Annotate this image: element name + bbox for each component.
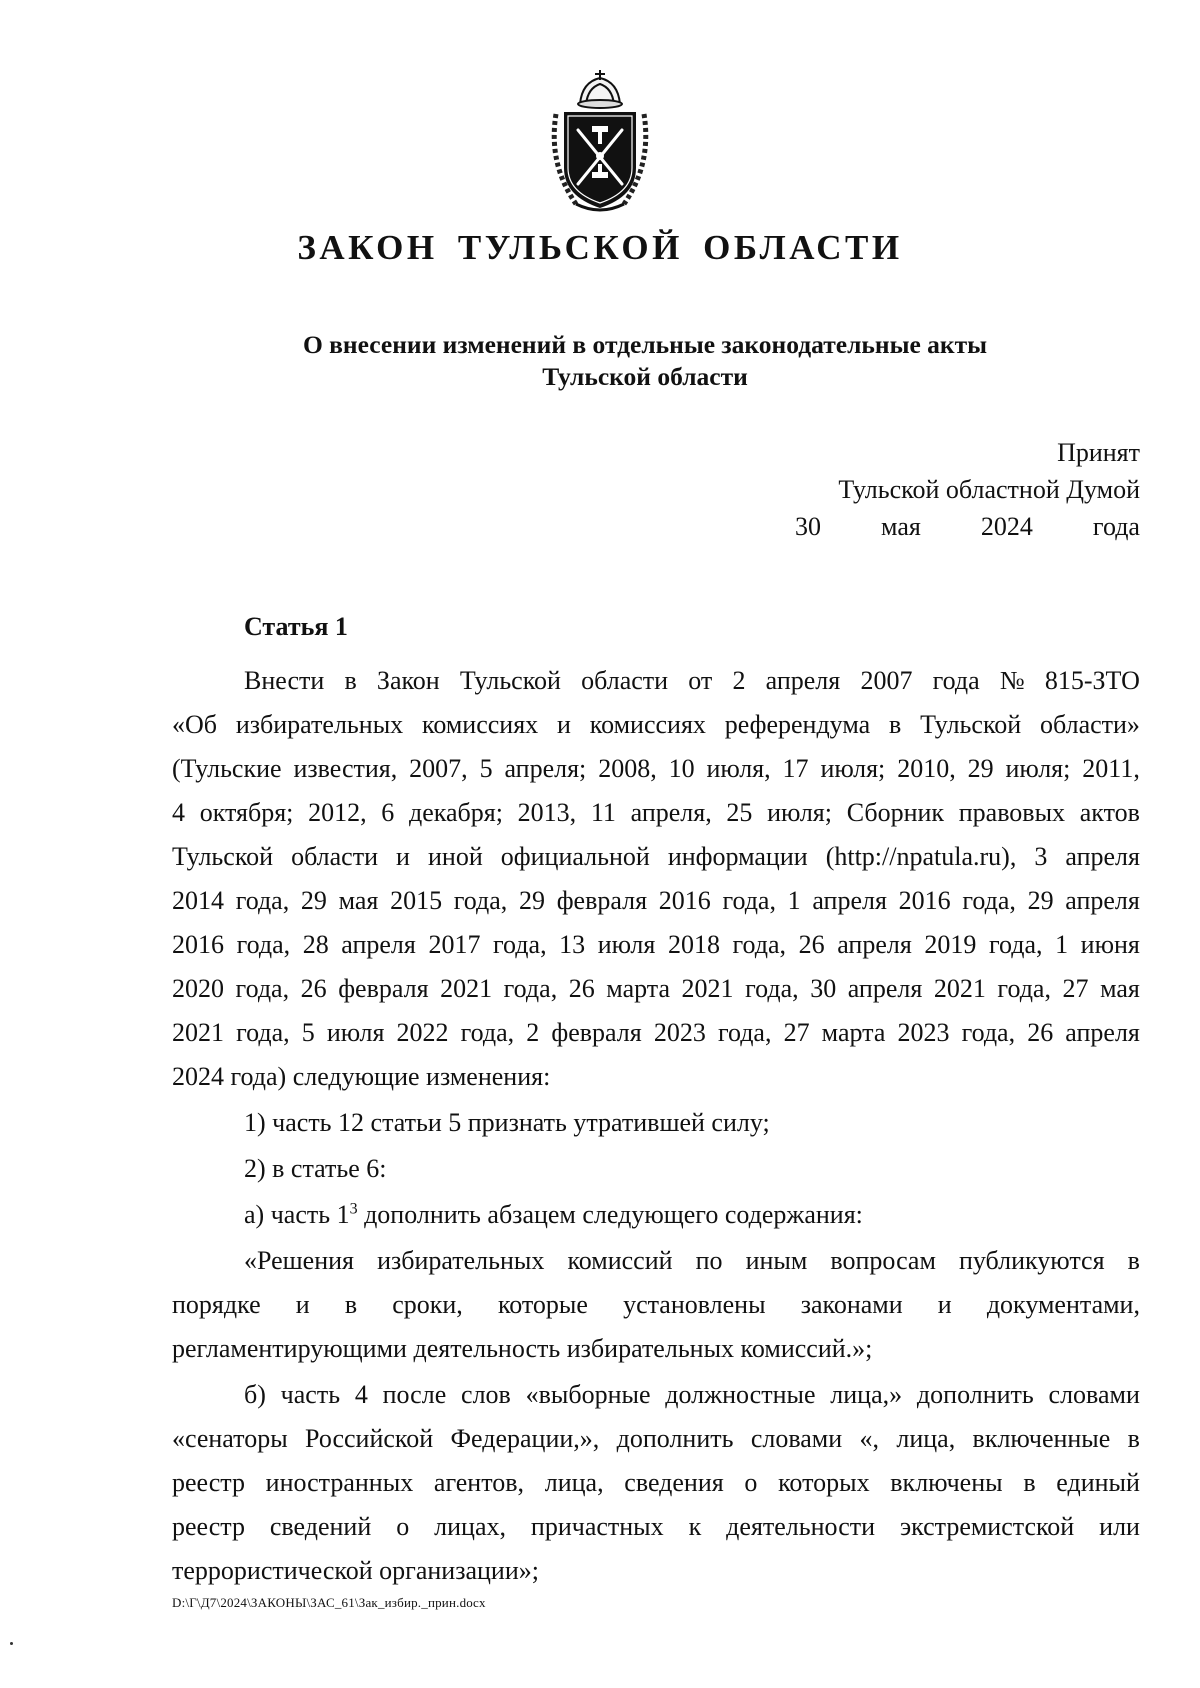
scan-speck — [10, 1642, 13, 1645]
item-2b-line: «сенаторы Российской Федерации,», дополнить словами «, лица, включенные в — [172, 1424, 1140, 1453]
item-2b-line: реестр иностранных агентов, лица, сведения о которых включены в единый — [172, 1468, 1140, 1497]
item-2a — [244, 1198, 863, 1232]
item-2b-line: реестр сведений о лицах, причастных к деятельности экстремистской или — [172, 1512, 1140, 1541]
item-2a-superscript: 3 — [349, 1200, 358, 1218]
body-line: 2016 года, 28 апреля 2017 года, 13 июля 2018 года, 26 апреля 2019 года, 1 июня — [172, 930, 1140, 959]
item-2b-line: б) часть 4 после слов «выборные должностные лица,» дополнить словами — [244, 1380, 1140, 1409]
body-line: 2020 года, 26 февраля 2021 года, 26 марта 2021 года, 30 апреля 2021 года, 27 мая — [172, 974, 1140, 1003]
subtitle-line-1: О внесении изменений в отдельные законодательные акты — [302, 330, 988, 359]
quote-line: порядке и в сроки, которые установлены законами и документами, — [172, 1290, 1140, 1319]
body-line: 2014 года, 29 мая 2015 года, 29 февраля 2016 года, 1 апреля 2016 года, 29 апреля — [172, 886, 1140, 915]
item-2: 2) в статье 6: — [244, 1154, 387, 1183]
item-2b-line: террористической организации»; — [172, 1556, 539, 1585]
subtitle-line-2: Тульской области — [542, 362, 748, 391]
body-line: (Тульские известия, 2007, 5 апреля; 2008, 10 июля, 17 июля; 2010, 29 июля; 2011, — [172, 754, 1140, 783]
body-line: Тульской области и иной официальной информации (http://npatula.ru), 3 апреля — [172, 842, 1140, 871]
item-2a-text-rest: дополнить абзацем следующего содержания: — [357, 1200, 863, 1229]
body-line: «Об избирательных комиссиях и комиссиях референдума в Тульской области» — [172, 710, 1140, 739]
body-line: 4 октября; 2012, 6 декабря; 2013, 11 апреля, 25 июля; Сборник правовых актов — [172, 798, 1140, 827]
adoption-block — [795, 434, 1140, 545]
item-1: 1) часть 12 статьи 5 признать утратившей силу; — [244, 1108, 770, 1137]
document-title: ЗАКОН ТУЛЬСКОЙ ОБЛАСТИ — [297, 228, 903, 267]
body-line: 2024 года) следующие изменения: — [172, 1062, 551, 1091]
adopted-date — [795, 508, 1140, 545]
adopted-year-word: года — [1092, 512, 1140, 541]
adopted-year: 2024 — [980, 512, 1033, 541]
adopted-by: Тульской областной Думой — [838, 475, 1140, 504]
quote-line: регламентирующими деятельность избирательных комиссий.»; — [172, 1334, 873, 1363]
article-heading: Статья 1 — [244, 612, 348, 641]
adopted-label: Принят — [1057, 438, 1140, 467]
coat-of-arms-emblem — [546, 64, 654, 216]
adopted-month: мая — [881, 512, 921, 541]
body-line: Внести в Закон Тульской области от 2 апреля 2007 года № 815-ЗТО — [244, 666, 1140, 695]
quote-line: «Решения избирательных комиссий по иным вопросам публикуются в — [244, 1246, 1140, 1275]
file-path-footer: D:\Г\Д7\2024\ЗАКОНЫ\ЗАС_61\Зак_избир._прин.docx — [172, 1595, 486, 1610]
item-2a-text: а) часть 1 — [244, 1200, 350, 1229]
adopted-day: 30 — [795, 512, 821, 541]
body-line: 2021 года, 5 июля 2022 года, 2 февраля 2023 года, 27 марта 2023 года, 26 апреля — [172, 1018, 1140, 1047]
